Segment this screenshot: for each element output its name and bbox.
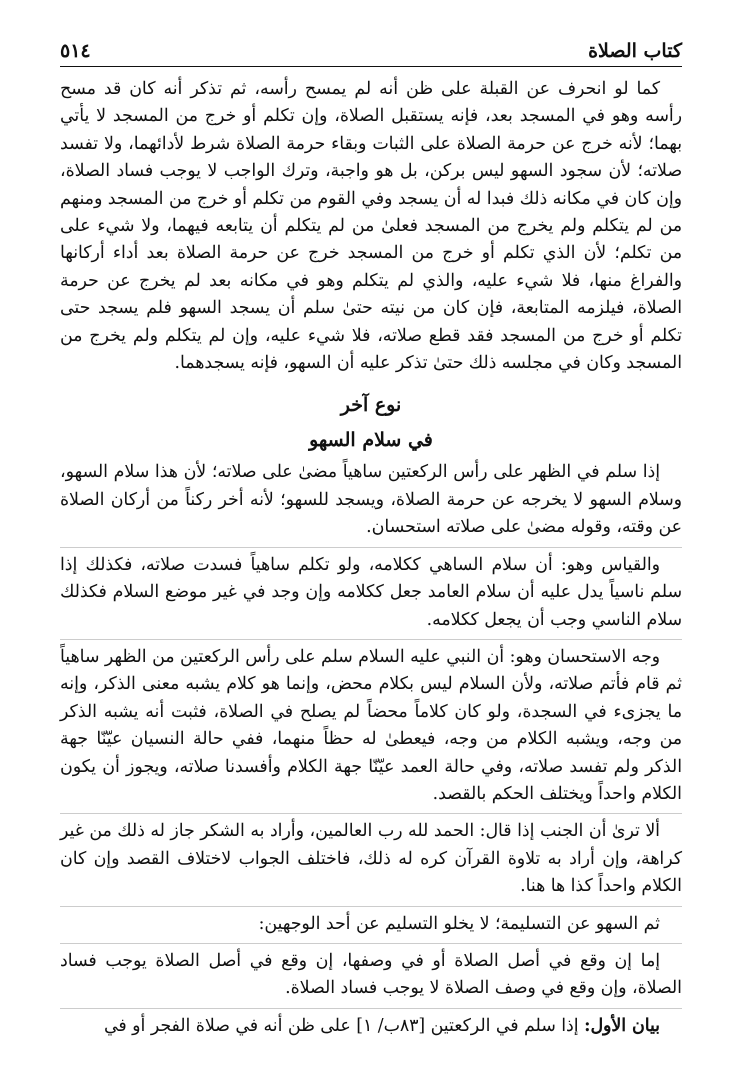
section-heading: نوع آخر [340,394,402,417]
divider [60,813,682,814]
divider [60,943,682,944]
paragraph: وجه الاستحسان وهو: أن النبي عليه السلام سلم على رأس الركعتين من الظهر ساهياً ثم قام فأتم صلاته، ولأن السلام ليس بكلام محض، وإنما هو كلام يشبه معنى الذكر، وإنه ما يجزىء في السجدة، ولو كان كلاماً محضاً لم يصلح في الصلاة، فثبت أنه يشبه الذكر من وجه، ويشبه الكلام من وجه، فيعطىٰ له حظاً منهما، ففي حالة النسيان عيّنّا جهة الذكر ولم تفسد صلاته، وفي حالة العمد عيّنّا جهة الكلام وأفسدنا صلاته، ويجوز أن يكون الكلام واحداً ويختلف الحكم بالقصد. [60,646,682,804]
divider [60,639,682,640]
divider [60,1008,682,1009]
paragraph: والقياس وهو: أن سلام الساهي ككلامه، ولو تكلم ساهياً فسدت صلاته، فكذلك إذا سلم ناسياً يدل عليه أن سلام العامد جعل ككلامه وإن وجد في غير موضع السلام فكذلك سلام الناسي وجب أن يجعل ككلامه. [60,554,682,630]
book-title: كتاب الصلاة [588,40,682,62]
paragraph [60,1013,682,1040]
subsection-heading: في سلام السهو [309,429,433,452]
paragraph-text: إذا سلم في الركعتين [٨٣ب/ ١] على ظن أنه في صلاة الفجر أو في [104,1015,579,1036]
page-number: ٥١٤ [60,40,91,62]
divider [60,547,682,548]
divider [60,906,682,907]
paragraph-label: بيان الأول: [584,1015,660,1036]
paragraph: كما لو انحرف عن القبلة على ظن أنه لم يمسح رأسه، ثم تذكر أنه كان قد مسح رأسه وهو في المسجد بعد، فإنه يستقبل الصلاة، وإن تكلم أو خرج من المسجد لا يأتي بهما؛ لأنه خرج عن حرمة الصلاة على الثبات وبقاء حرمة الصلاة شرط لأدائهما، ولا تفسد صلاته؛ لأن سجود السهو ليس بركن، بل هو واجبة، وترك الواجب لا يوجب فساد الصلاة، وإن كان في مكانه ذلك فبدا له أن يسجد وفي القوم من تكلم أو خرج من المسجد ومنهم من لم يتكلم ولم يخرج من المسجد فعلىٰ من لم يتكلم أن يتابعه فيهما، ولا شيء على من تكلم؛ لأن الذي تكلم أو خرج من المسجد خرج عن حرمة الصلاة بعد أداء أركانها والفراغ منها، فلا شيء عليه، والذي لم يتكلم وهو في مكانه بعد لم يخرج عن حرمة الصلاة، فيلزمه المتابعة، فإن كان من نيته حتىٰ سلم أن يسجد السهو فلم يسجد حتى تكلم أو خرج من المسجد فقد قطع صلاته، فلا شيء عليه، وإن لم يتكلم ولم يخرج من المسجد وكان في مجلسه ذلك حتىٰ تذكر عليه أن السهو، فإنه يسجدهما. [60,79,682,374]
paragraph: ثم السهو عن التسليمة؛ لا يخلو التسليم عن أحد الوجهين: [258,913,660,934]
paragraph: إما إن وقع في أصل الصلاة أو في وصفها، إن وقع في أصل الصلاة يوجب فساد الصلاة، وإن وقع في وصف الصلاة لا يوجب فساد الصلاة. [60,950,682,999]
running-header [60,32,682,67]
paragraph: ألا ترىٰ أن الجنب إذا قال: الحمد لله رب العالمين، وأراد به الشكر جاز له ذلك من غير كراهة، وإن أراد به تلاوة القرآن كره له ذلك، فاختلف الجواب لاختلاف القصد وإن كان الكلام واحداً كذا ها هنا. [60,821,682,897]
page-body [60,76,682,1040]
paragraph: إذا سلم في الظهر على رأس الركعتين ساهياً مضىٰ على صلاته؛ لأن هذا سلام السهو، وسلام السهو لا يخرجه عن حرمة الصلاة، ويسجد للسهو؛ لأنه أخر ركناً من أركان الصلاة عن وقته، وقوله مضىٰ على صلاته استحسان. [60,462,682,538]
